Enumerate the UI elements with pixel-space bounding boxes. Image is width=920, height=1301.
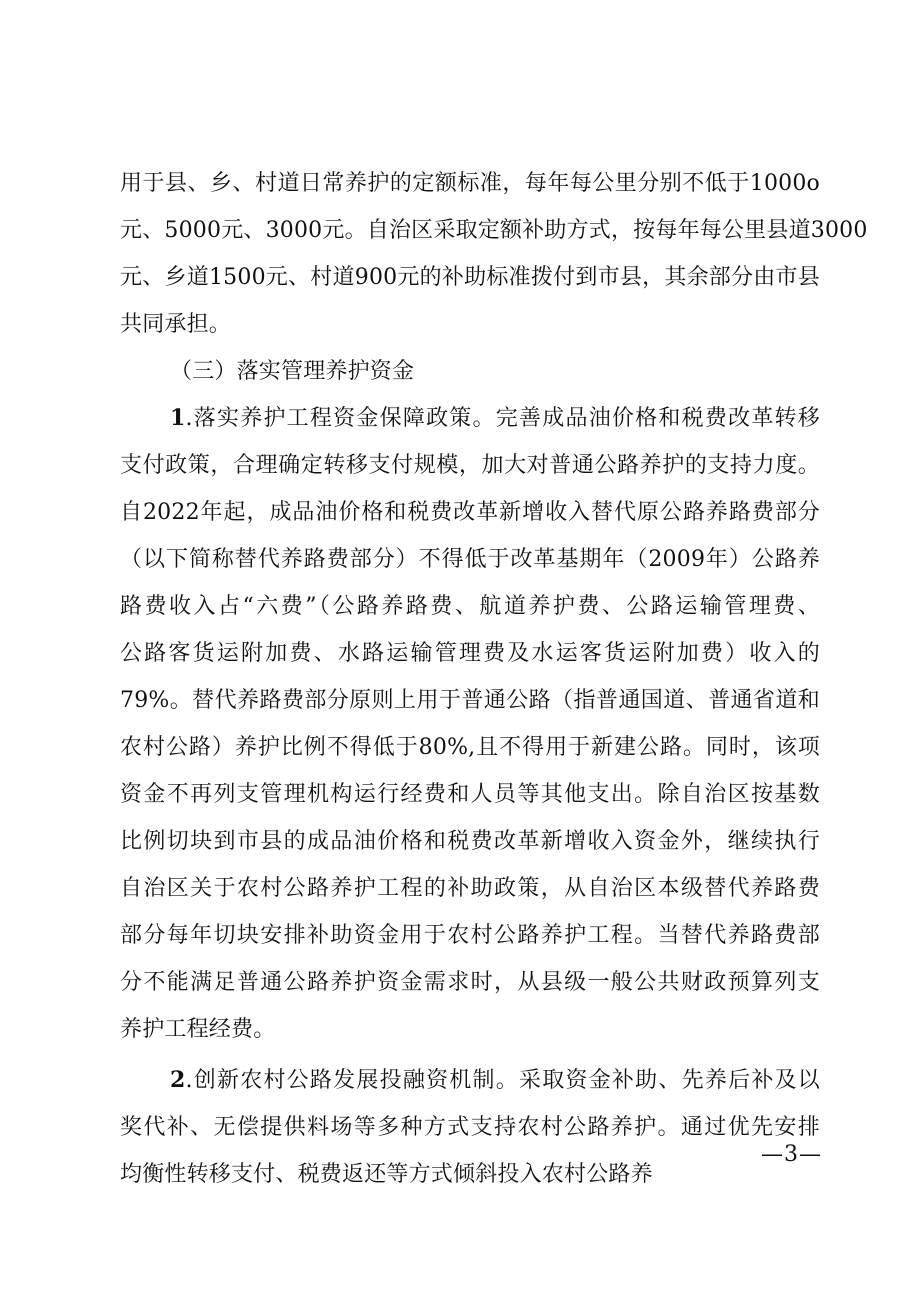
text-line: 元、5000元、3000元。自治区采取定额补助方式，按每年每公里县道3000 [120,218,868,243]
text-line: 共同承担。 [120,312,232,337]
page-number: —3— [761,1142,822,1167]
text-line: 部分每年切块安排补助资金用于农村公路养护工程。当替代养路费部 [120,923,820,948]
text-line: 养护工程经费。 [120,1017,276,1042]
text-line: 支付政策，合理确定转移支付规模，加大对普通公路养护的支持力度。 [120,453,820,478]
item-number: 2 [170,1067,186,1093]
text-line: 资金不再列支管理机构运行经费和人员等其他支出。除自治区按基数 [120,782,820,807]
text-line: 路费收入占“六费”（公路养路费、航道养护费、公路运输管理费、 [120,594,820,619]
section-heading: （三）落实管理养护资金 [170,359,415,384]
paragraph-funding-policy [120,395,820,1053]
text-line: 79%。替代养路费部分原则上用于普通公路（指普通国道、普通省道和 [120,688,820,713]
text-line [120,1057,820,1104]
text-line: 分不能满足普通公路养护资金需求时，从县级一般公共财政预算列支 [120,970,820,995]
text-line: 农村公路）养护比例不得低于80%,且不得用于新建公路。同时，该项 [120,735,820,760]
text-line: 用于县、乡、村道日常养护的定额标准，每年每公里分别不低于1000o [120,171,820,196]
text-line: 公路客货运附加费、水路运输管理费及水运客货运附加费）收入的 [120,641,820,666]
text-line-content: .创新农村公路发展投融资机制。采取资金补助、先养后补及以 [185,1068,820,1093]
text-line: 元、乡道1500元、村道900元的补助标准拨付到市县，其余部分由市县 [120,265,820,290]
text-line: 比例切块到市县的成品油价格和税费改革新增收入资金外，继续执行 [120,829,820,854]
text-line [120,395,820,442]
paragraph-investment-mechanism [120,1057,820,1198]
text-line: 自治区关于农村公路养护工程的补助政策，从自治区本级替代养路费 [120,876,820,901]
text-line: 均衡性转移支付、税费返还等方式倾斜投入农村公路养 [120,1162,653,1187]
text-line-content: .落实养护工程资金保障政策。完善成品油价格和税费改革转移 [185,406,820,431]
text-line: 奖代补、无偿提供料场等多种方式支持农村公路养护。通过优先安排 [120,1115,820,1140]
text-line: （以下简称替代养路费部分）不得低于改革基期年（2009年）公路养 [120,547,820,572]
paragraph-quota-standard [120,160,868,348]
text-line: 自2022年起，成品油价格和税费改革新增收入替代原公路养路费部分 [120,500,820,525]
item-number: 1 [170,405,186,431]
body-text [120,160,868,1198]
